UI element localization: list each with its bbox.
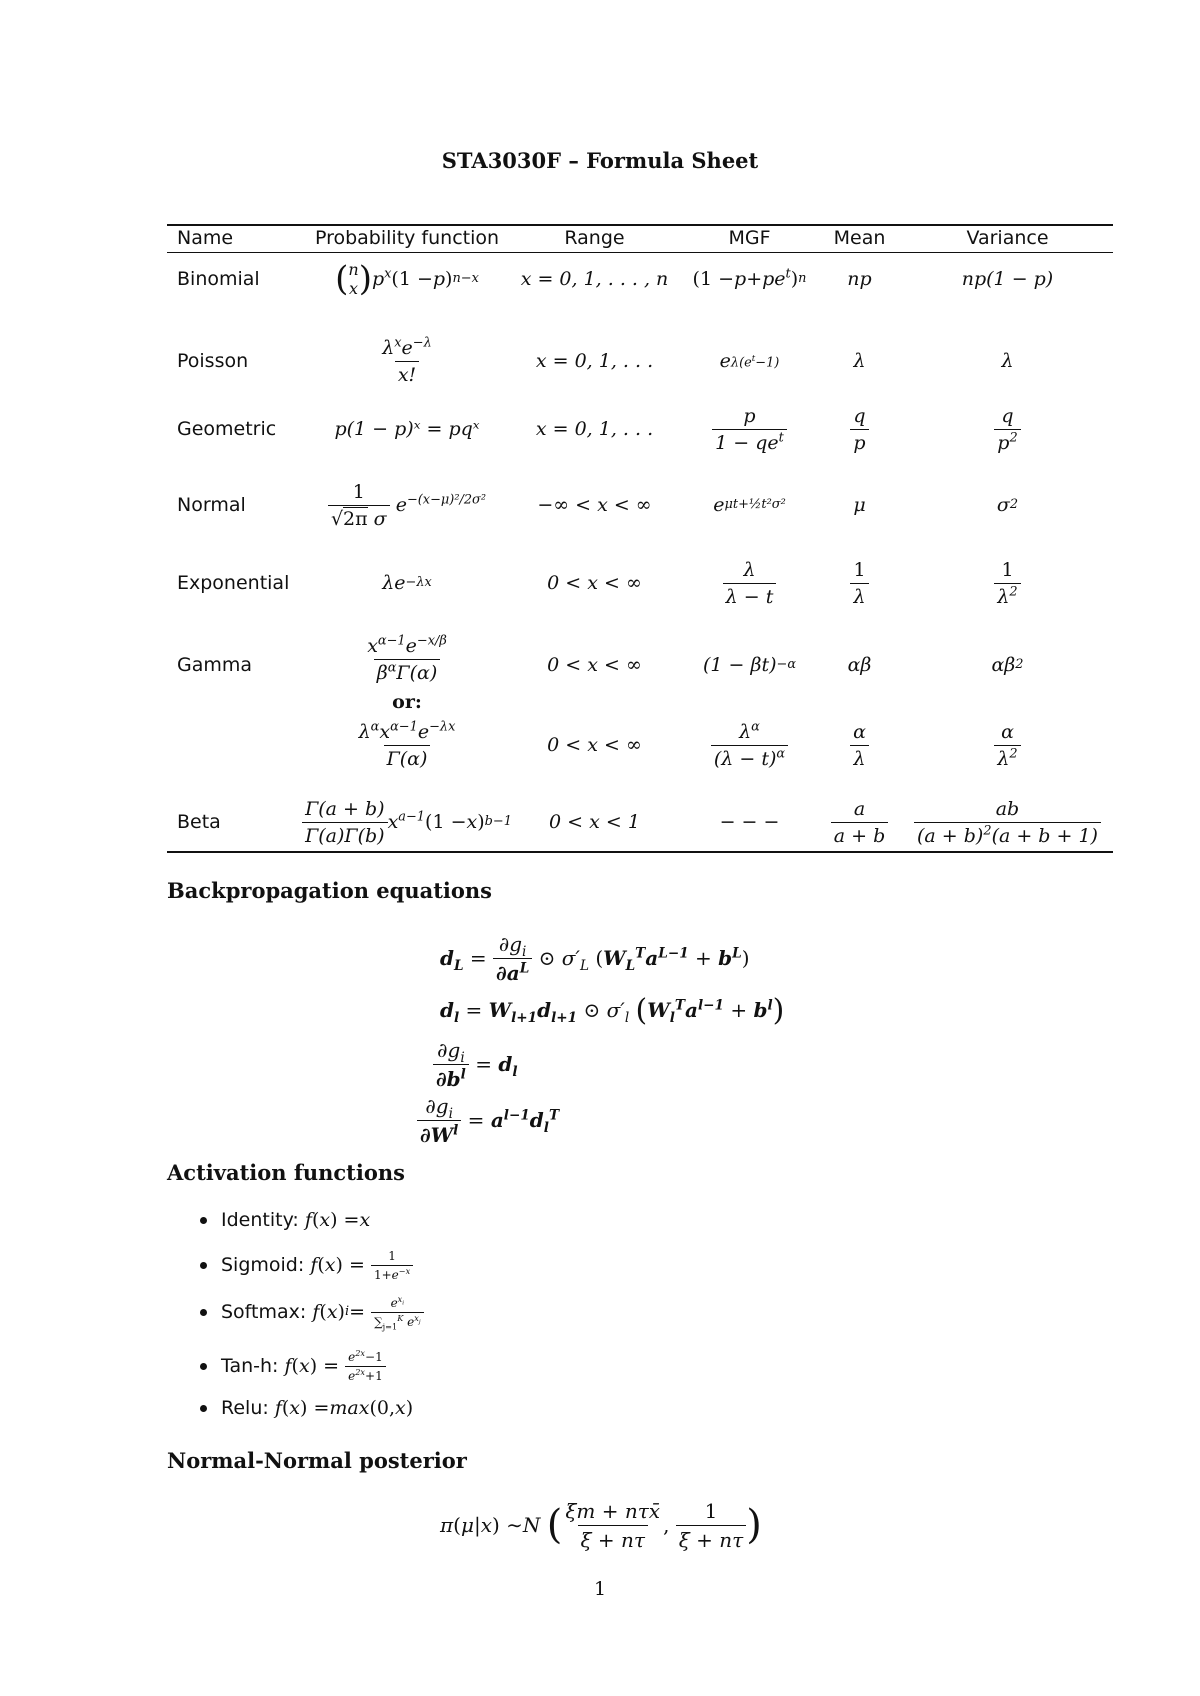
bullet-icon xyxy=(200,1217,207,1224)
pf-poisson: $\frac{\lambda^xe^{-\lambda}}{x!}$ xyxy=(382,335,432,386)
page-title: STA3030F – Formula Sheet xyxy=(441,148,759,173)
activation-tanh-label: Tan-h: xyxy=(221,1355,279,1377)
range-normal: −∞ < x < ∞ xyxy=(537,494,652,516)
mgf-gamma-rate: $\frac{\lambda^\alpha}{(\lambda - t)^\alpha}$ xyxy=(682,714,817,776)
backprop-eq-dW: $\frac{\partial g_i}{\partial W^l}$ = $a^{l-1}d_l^T$ xyxy=(417,1092,559,1148)
mgf-binomial: (1 − p + $pe^t$ ) n xyxy=(692,266,807,290)
mgf-normal: e μt+½t²σ² xyxy=(713,494,786,516)
variance-gamma-scale: αβ 2 xyxy=(991,654,1024,676)
mean-normal: μ xyxy=(853,494,866,516)
header-mean: Mean xyxy=(833,227,886,249)
mean-exponential: $\frac{1}{\lambda}$ xyxy=(817,552,902,614)
table-bottom-rule xyxy=(167,851,1113,853)
activation-identity-label: Identity: xyxy=(221,1209,299,1231)
pf-exponential: λe −λx xyxy=(382,572,432,594)
row-name-beta: Beta xyxy=(177,811,221,833)
pf-geometric: p(1 − p)ˣ = pqˣ xyxy=(334,418,480,440)
activation-sigmoid: Sigmoid: f ( x ) = $\frac{1}{1+e^{-x}}$ xyxy=(200,1245,413,1285)
posterior-heading: Normal-Normal posterior xyxy=(167,1448,467,1473)
range-poisson: x = 0, 1, . . . xyxy=(535,350,654,372)
variance-gamma-rate: $\frac{\alpha}{\lambda^2}$ xyxy=(902,714,1113,776)
mean-gamma-scale: αβ xyxy=(847,654,872,676)
mean-geometric: $\frac{q}{p}$ xyxy=(817,400,902,458)
backprop-eq-dl: $d_l$ = $W_{l+1}d_{l+1}$ ⊙ $\sigma'_l$ ( $W_l^T$ $a^{l-1}$ + $b^l$ ) xyxy=(440,992,785,1028)
variance-beta: $\frac{ab}{(a + b)^2(a + b + 1)}$ xyxy=(902,794,1113,850)
variance-normal: σ 2 xyxy=(996,494,1019,516)
variance-exponential: $\frac{1}{\lambda^2}$ xyxy=(902,552,1113,614)
pf-gamma-rate: $\frac{\lambda^\alpha x^{\alpha-1}e^{-\lambda x}}{\Gamma(\alpha)}$ xyxy=(358,719,456,770)
bullet-icon xyxy=(200,1262,207,1269)
mgf-exponential: $\frac{\lambda}{\lambda - t}$ xyxy=(682,552,817,614)
pf-binomial: ( n x ) $p^x$ (1 − p ) n−x xyxy=(335,259,479,299)
mean-binomial: np xyxy=(847,268,872,290)
variance-geometric: $\frac{q}{p^2}$ xyxy=(902,400,1113,458)
pf-beta: $\frac{\Gamma(a + b)}{\Gamma(a)\Gamma(b)}$ $x^{a-1}$ (1 − x ) b−1 xyxy=(297,794,517,850)
range-geometric: x = 0, 1, . . . xyxy=(535,418,654,440)
variance-binomial: np(1 − p) xyxy=(961,268,1054,290)
bullet-icon xyxy=(200,1309,207,1316)
mean-poisson: λ xyxy=(853,350,866,372)
pf-gamma-scale: $\frac{x^{\alpha-1}e^{-x/\beta}}{\beta^\alpha\Gamma(\alpha)}$ xyxy=(367,633,447,684)
activation-tanh: Tan-h: f ( x ) = $\frac{e^{2x}-1}{e^{2x}+1}$ xyxy=(200,1346,386,1386)
row-name-gamma: Gamma xyxy=(177,654,253,676)
backprop-eq-dL: $d_L$ = $\frac{\partial g_i}{\partial a^L}$ ⊙ $\sigma'_L$ ( $W_L^T$ $a^{L-1}$ + $b^L$ ) xyxy=(440,931,750,985)
mgf-beta: − − − xyxy=(719,811,780,833)
distribution-table xyxy=(167,224,1113,854)
page-number: 1 xyxy=(593,1578,607,1600)
activation-softmax: Softmax: f ( x ) i = $\frac{e^{x_i}}{\sum_{j=1}^K e^{x_j}}$ xyxy=(200,1288,424,1336)
activation-relu: Relu: f ( x ) = max (0, x ) xyxy=(200,1392,413,1424)
backprop-heading: Backpropagation equations xyxy=(167,878,492,903)
activation-relu-label: Relu: xyxy=(221,1397,269,1419)
header-name: Name xyxy=(177,227,234,249)
variance-poisson: λ xyxy=(1001,350,1014,372)
activation-identity: Identity: f ( x ) = x xyxy=(200,1205,370,1235)
pf-normal: $\frac{1}{\text{√2π σ}}$ $e^{-(x-\mu)^2/2\sigma^2}$ xyxy=(307,474,507,536)
header-variance: Variance xyxy=(966,227,1049,249)
row-name-geometric: Geometric xyxy=(177,418,277,440)
posterior-equation: π ( μ | x ) ∼ N ( $\frac{\text{ξm + nτx̄}}{\xi + n\tau}$ , $\frac{1}{\xi + n\tau}$ ) xyxy=(440,1498,762,1552)
range-beta: 0 < x < 1 xyxy=(549,811,640,833)
mgf-gamma-scale: (1 − βt) −α xyxy=(702,654,797,676)
bullet-icon xyxy=(200,1405,207,1412)
range-gamma-scale: 0 < x < ∞ xyxy=(547,654,642,676)
backprop-eq-db: $\frac{\partial g_i}{\partial b^l}$ = $d_l$ xyxy=(433,1036,517,1092)
mean-beta: $\frac{a}{a + b}$ xyxy=(817,794,902,850)
row-name-poisson: Poisson xyxy=(177,350,249,372)
row-name-normal: Normal xyxy=(177,494,246,516)
bullet-icon xyxy=(200,1363,207,1370)
mean-gamma-rate: $\frac{\alpha}{\lambda}$ xyxy=(817,714,902,776)
table-header-rule xyxy=(167,252,1113,253)
header-range: Range xyxy=(564,227,625,249)
range-gamma-rate: 0 < x < ∞ xyxy=(547,734,642,756)
activation-sigmoid-label: Sigmoid: xyxy=(221,1254,305,1276)
mgf-poisson: e $\lambda(e^t-1)$ xyxy=(719,350,780,372)
mgf-geometric: $\frac{p}{1 - qe^t}$ xyxy=(682,400,817,458)
row-name-binomial: Binomial xyxy=(177,268,260,290)
header-probability-function: Probability function xyxy=(314,227,500,249)
range-binomial: x = 0, 1, . . . , n xyxy=(520,268,669,290)
activation-heading: Activation functions xyxy=(167,1160,405,1185)
row-name-exponential: Exponential xyxy=(177,572,290,594)
header-mgf: MGF xyxy=(728,227,771,249)
gamma-or-label: or: xyxy=(392,691,422,713)
range-exponential: 0 < x < ∞ xyxy=(547,572,642,594)
activation-softmax-label: Softmax: xyxy=(221,1301,307,1323)
